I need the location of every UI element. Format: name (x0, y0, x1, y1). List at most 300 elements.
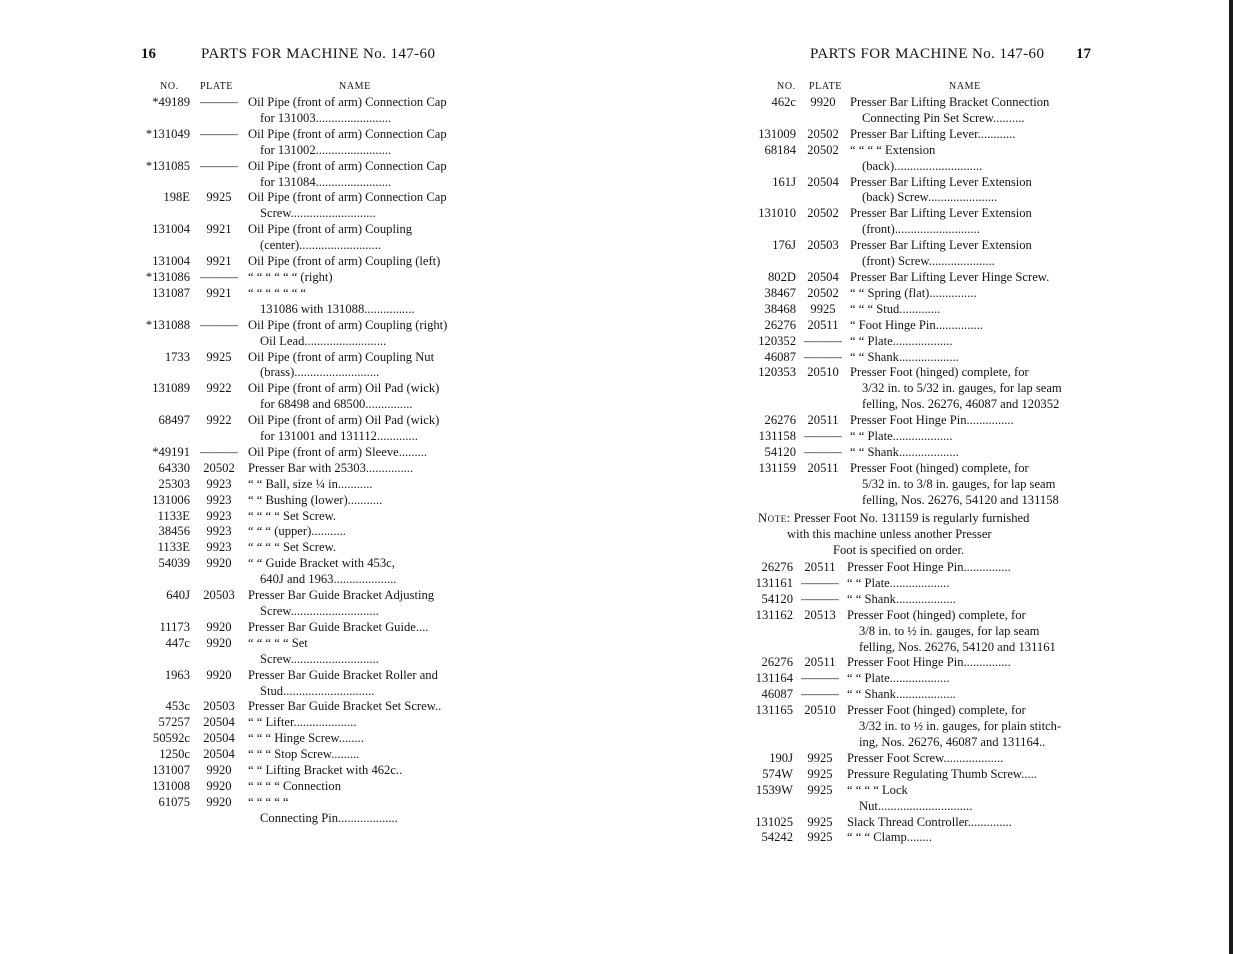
part-name (248, 350, 481, 382)
part-name-line: (back)............................ (862, 158, 983, 173)
part-name-line: “ “ Shank................... (850, 349, 959, 364)
part-number: 802D (768, 269, 796, 284)
part-name-line: Presser Bar Lifting Lever Hinge Screw. (850, 269, 1050, 284)
part-name (850, 350, 1088, 366)
plate-number: 9923 (206, 524, 232, 539)
part-number: 131164 (755, 671, 793, 686)
part-name-line: Slack Thread Controller.............. (847, 814, 1012, 829)
part-name (850, 270, 1088, 286)
part-number: 25303 (158, 476, 190, 491)
plate-number: 9925 (807, 782, 833, 797)
part-row (128, 509, 481, 525)
part-row (747, 318, 1088, 334)
note-label: Note: (758, 511, 791, 525)
part-name (850, 429, 1088, 445)
part-row (128, 620, 481, 636)
part-number: 190J (769, 750, 793, 765)
part-number: 38468 (764, 301, 796, 316)
part-name (847, 830, 1086, 846)
part-name-line: “ “ Plate................... (847, 671, 950, 686)
part-name (847, 608, 1086, 656)
part-name-line: “ “ Plate................... (847, 575, 950, 590)
part-name (850, 365, 1088, 413)
part-row (741, 687, 1086, 703)
part-number: *49191 (152, 444, 190, 459)
plate-number: 20504 (807, 269, 839, 284)
note (758, 511, 1098, 559)
plate-number: 9925 (807, 830, 833, 845)
part-name (248, 159, 481, 191)
part-row (128, 731, 481, 747)
part-row (747, 286, 1088, 302)
plate-number: 20502 (203, 460, 235, 475)
part-name (248, 763, 481, 779)
part-name-line: Connecting Pin................... (260, 810, 398, 825)
plate-number: ——— (804, 333, 842, 348)
plate-number: 9920 (206, 763, 232, 778)
part-name-line: “ “ “ “ “ Set (248, 635, 308, 650)
part-name-line: Presser Bar Guide Bracket Adjusting (248, 588, 435, 603)
part-number: 161J (772, 174, 796, 189)
column-header-name: NAME (949, 81, 981, 92)
part-name-line: Screw............................ (260, 651, 379, 666)
note-line: Presser Foot No. 131159 is regularly furnished (793, 511, 1030, 525)
part-row (128, 588, 481, 620)
part-number: 38456 (158, 524, 190, 539)
part-row (128, 763, 481, 779)
plate-number: ——— (200, 158, 238, 173)
part-name (850, 302, 1088, 318)
page-number: 17 (1076, 46, 1091, 62)
part-name-line: “ “ “ “ Set Screw. (248, 540, 336, 555)
part-name (248, 731, 481, 747)
part-name-line: Presser Bar Lifting Lever Extension (850, 174, 1032, 189)
part-number: 54039 (158, 556, 190, 571)
part-row (128, 715, 481, 731)
part-name-line: for 131003........................ (260, 110, 392, 125)
part-row (747, 461, 1088, 509)
right-page (617, 0, 1235, 954)
left-page (0, 0, 617, 954)
part-name (248, 222, 481, 254)
part-name (248, 795, 481, 827)
part-name (847, 576, 1086, 592)
part-name (248, 477, 481, 493)
part-row (741, 783, 1086, 815)
part-row (128, 222, 481, 254)
part-name-line: “ “ “ Stud............. (850, 301, 941, 316)
part-name (248, 493, 481, 509)
part-row (741, 671, 1086, 687)
part-number: 131004 (152, 222, 190, 237)
plate-number: 20502 (807, 285, 839, 300)
part-number: 26276 (764, 317, 796, 332)
part-name-line: Stud............................. (260, 683, 375, 698)
part-name-line: “ “ “ Stop Screw......... (248, 747, 360, 762)
part-name-line: Presser Bar Lifting Bracket Connection (850, 95, 1050, 109)
part-name-line: Oil Pipe (front of arm) Coupling (left) (248, 254, 441, 269)
part-number: 131161 (755, 575, 793, 590)
plate-number: ——— (804, 444, 842, 459)
part-row (741, 751, 1086, 767)
part-row (128, 477, 481, 493)
part-name (847, 751, 1086, 767)
part-number: 1250c (159, 747, 190, 762)
part-number: 131165 (755, 703, 793, 718)
part-number: *131085 (145, 158, 190, 173)
part-row (128, 413, 481, 445)
plate-number: 20503 (807, 238, 839, 253)
plate-number: 9921 (206, 222, 232, 237)
part-name-line: for 131002........................ (260, 142, 392, 157)
plate-number: 9922 (206, 413, 232, 428)
part-row (128, 636, 481, 668)
part-name (850, 175, 1088, 207)
part-number: 26276 (764, 413, 796, 428)
part-number: 574W (762, 766, 793, 781)
part-row (128, 779, 481, 795)
plate-number: 20511 (807, 413, 839, 428)
part-number: 176J (772, 238, 796, 253)
part-number: 1963 (164, 667, 190, 682)
note-line: with this machine unless another Presser (787, 526, 992, 541)
plate-number: 20511 (804, 655, 836, 670)
part-name-line: Presser Foot (hinged) complete, for (850, 365, 1029, 380)
plate-number: 9925 (206, 190, 232, 205)
plate-number: 9920 (810, 95, 836, 109)
part-name (850, 461, 1088, 509)
plate-number: 9920 (206, 794, 232, 809)
part-number: 1133E (157, 540, 190, 555)
part-row (747, 95, 1088, 127)
part-name-line: Presser Foot Hinge Pin............... (847, 560, 1011, 574)
part-name-line: felling, Nos. 26276, 54120 and 131161 (859, 639, 1056, 654)
part-name (248, 524, 481, 540)
part-number: 26276 (761, 560, 793, 574)
plate-number: ——— (801, 575, 839, 590)
parts-list (128, 95, 481, 827)
part-number: 68184 (764, 142, 796, 157)
part-name (847, 783, 1086, 815)
part-name-line: “ “ Spring (flat)............... (850, 285, 977, 300)
column-header-plate: PLATE (200, 81, 233, 92)
part-name-line: Oil Pipe (front of arm) Oil Pad (wick) (248, 413, 440, 428)
part-row (128, 493, 481, 509)
part-number: 50592c (152, 731, 190, 746)
part-name-line: Oil Pipe (front of arm) Coupling (right) (248, 317, 448, 332)
part-row (747, 445, 1088, 461)
part-row (128, 699, 481, 715)
plate-number: 9925 (807, 750, 833, 765)
part-row (128, 254, 481, 270)
part-name-line: “ “ Shank................... (847, 591, 956, 606)
plate-number: 20503 (203, 699, 235, 714)
part-name-line: for 131084........................ (260, 174, 392, 189)
part-name (248, 254, 481, 270)
part-number: 131006 (152, 492, 190, 507)
part-name (248, 588, 481, 620)
part-name (847, 560, 1086, 576)
part-row (741, 767, 1086, 783)
plate-number: 9925 (206, 349, 232, 364)
part-row (741, 655, 1086, 671)
part-name (248, 381, 481, 413)
part-name (248, 318, 481, 350)
part-name-line: Connecting Pin Set Screw.......... (862, 110, 1025, 125)
part-name-line: Oil Pipe (front of arm) Oil Pad (wick) (248, 381, 440, 396)
plate-number: 20503 (203, 588, 235, 603)
running-head: PARTS FOR MACHINE No. 147-60 (201, 46, 436, 62)
part-row (128, 668, 481, 700)
part-row (741, 830, 1086, 846)
plate-number: 9920 (206, 556, 232, 571)
part-name-line: Presser Foot (hinged) complete, for (847, 703, 1026, 718)
part-row (741, 608, 1086, 656)
plate-number: 9920 (206, 635, 232, 650)
part-name-line: Presser Foot Hinge Pin............... (847, 655, 1011, 670)
plate-number: 20510 (804, 703, 836, 718)
part-number: 131010 (758, 206, 796, 221)
part-row (747, 143, 1088, 175)
plate-number: ——— (801, 687, 839, 702)
part-name-line: “ “ Bushing (lower)........... (248, 492, 383, 507)
running-head: PARTS FOR MACHINE No. 147-60 (810, 46, 1045, 62)
part-number: 11173 (159, 619, 190, 634)
part-name (847, 655, 1086, 671)
part-name (248, 540, 481, 556)
part-name (248, 668, 481, 700)
part-name-line: (brass)........................... (260, 365, 380, 380)
part-name-line: Oil Pipe (front of arm) Connection Cap (248, 190, 447, 205)
part-name-line: Presser Foot Hinge Pin............... (850, 413, 1014, 428)
part-row (128, 286, 481, 318)
part-row (128, 461, 481, 477)
plate-number: 9920 (206, 667, 232, 682)
part-name (850, 143, 1088, 175)
part-name-line: ing, Nos. 26276, 46087 and 131164.. (859, 734, 1046, 749)
part-row (747, 429, 1088, 445)
part-row (747, 302, 1088, 318)
part-number: 131087 (152, 285, 190, 300)
part-row (128, 350, 481, 382)
part-name (850, 238, 1088, 270)
part-name (248, 509, 481, 525)
part-row (128, 747, 481, 763)
part-name-line: “ “ “ “ Extension (850, 142, 936, 157)
part-name (248, 556, 481, 588)
plate-number: 20504 (807, 174, 839, 189)
part-name-line: “ “ “ Hinge Screw........ (248, 731, 364, 746)
plate-number: 9925 (807, 766, 833, 781)
part-row (128, 270, 481, 286)
part-name-line: 3/32 in. to ½ in. gauges, for plain stitch- (859, 719, 1062, 734)
part-name (847, 815, 1086, 831)
part-number: 120352 (758, 333, 796, 348)
part-number: 57257 (158, 715, 190, 730)
part-row (128, 127, 481, 159)
column-header-no: NO. (777, 81, 796, 92)
part-name-line: Presser Bar Lifting Lever............ (850, 126, 1016, 141)
part-row (128, 524, 481, 540)
part-name-line: Presser Bar Guide Bracket Roller and (248, 667, 438, 682)
column-header-name: NAME (339, 81, 371, 92)
note-line: Foot is specified on order. (833, 542, 965, 557)
part-number: 38467 (764, 285, 796, 300)
plate-number: 20513 (804, 607, 836, 622)
part-number: *131088 (145, 317, 190, 332)
part-name-line: 131086 with 131088................ (260, 301, 415, 316)
plate-number: ——— (804, 349, 842, 364)
part-number: 46087 (761, 687, 793, 702)
part-name (248, 636, 481, 668)
plate-number: 20510 (807, 365, 839, 380)
part-number: 1733 (164, 349, 190, 364)
part-name (847, 671, 1086, 687)
part-name-line: Pressure Regulating Thumb Screw..... (847, 766, 1037, 781)
part-row (128, 190, 481, 222)
part-number: 131162 (755, 607, 793, 622)
part-name-line: Oil Pipe (front of arm) Coupling (248, 222, 413, 237)
part-name-line: “ “ “ “ “ (248, 794, 289, 809)
part-name-line: “ “ Ball, size ¼ in........... (248, 476, 373, 491)
part-name-line: Oil Lead.......................... (260, 333, 387, 348)
part-name-line: “ “ Guide Bracket with 453c, (248, 556, 395, 571)
part-row (747, 270, 1088, 286)
part-row (128, 445, 481, 461)
part-row (128, 318, 481, 350)
plate-number: ——— (801, 671, 839, 686)
plate-number: 9925 (807, 814, 833, 829)
part-name-line: felling, Nos. 26276, 54120 and 131158 (862, 492, 1059, 507)
part-name-line: “ “ Shank................... (847, 687, 956, 702)
part-number: 1133E (157, 508, 190, 523)
part-name (850, 206, 1088, 238)
part-row (128, 95, 481, 127)
part-name (248, 190, 481, 222)
part-row (128, 556, 481, 588)
part-name-line: Oil Pipe (front of arm) Connection Cap (248, 95, 447, 109)
part-row (747, 365, 1088, 413)
part-name-line: “ “ Shank................... (850, 444, 959, 459)
part-number: 198E (163, 190, 190, 205)
part-number: 131158 (758, 429, 796, 444)
part-row (747, 127, 1088, 143)
part-number: 120353 (758, 365, 796, 380)
part-number: 462c (771, 95, 796, 109)
part-name-line: “ “ “ “ “ “ (right) (248, 269, 333, 284)
plate-number: 9925 (810, 301, 836, 316)
part-name-line: “ Foot Hinge Pin............... (850, 317, 983, 332)
part-number: 131008 (152, 778, 190, 793)
part-name-line: “ “ Plate................... (850, 333, 953, 348)
part-name (248, 445, 481, 461)
part-name-line: 3/32 in. to 5/32 in. gauges, for lap seam (862, 381, 1062, 396)
part-number: *131049 (145, 126, 190, 141)
plate-number: ——— (200, 126, 238, 141)
part-number: 131159 (758, 460, 796, 475)
part-row (741, 703, 1086, 751)
part-name-line: Oil Pipe (front of arm) Connection Cap (248, 126, 447, 141)
part-name (248, 747, 481, 763)
part-name-line: (front)........................... (862, 222, 980, 237)
part-number: 26276 (761, 655, 793, 670)
part-name (850, 334, 1088, 350)
part-name-line: for 68498 and 68500............... (260, 397, 413, 412)
part-name (248, 413, 481, 445)
parts-list (741, 560, 1086, 846)
plate-number: ——— (200, 317, 238, 332)
part-name (248, 699, 481, 715)
part-name (850, 318, 1088, 334)
part-name-line: 640J and 1963.................... (260, 572, 397, 587)
plate-number: 9923 (206, 492, 232, 507)
part-name-line: “ “ “ “ “ “ “ (248, 285, 307, 300)
plate-number: ——— (801, 591, 839, 606)
part-name (248, 286, 481, 318)
part-name-line: for 131001 and 131112............. (260, 429, 418, 444)
column-header-no: NO. (160, 81, 179, 92)
column-header-plate: PLATE (809, 81, 842, 92)
part-name (850, 413, 1088, 429)
plate-number: 9920 (206, 778, 232, 793)
part-name-line: Nut.............................. (859, 798, 973, 813)
part-name (248, 270, 481, 286)
part-number: 131004 (152, 254, 190, 269)
part-name (850, 127, 1088, 143)
part-name (248, 620, 481, 636)
part-name-line: Presser Foot (hinged) complete, for (847, 607, 1026, 622)
part-name-line: “ “ “ “ Lock (847, 782, 908, 797)
plate-number: 20502 (807, 206, 839, 221)
part-name (248, 95, 481, 127)
part-name-line: “ “ “ Clamp........ (847, 830, 932, 845)
plate-number: ——— (200, 269, 238, 284)
part-name (248, 127, 481, 159)
part-name-line: “ “ Plate................... (850, 429, 953, 444)
part-number: 131025 (755, 814, 793, 829)
part-name (847, 592, 1086, 608)
plate-number: 9921 (206, 285, 232, 300)
plate-number: 20511 (807, 317, 839, 332)
part-name-line: Presser Bar with 25303............... (248, 460, 414, 475)
plate-number: 20504 (203, 731, 235, 746)
part-name-line: 3/8 in. to ½ in. gauges, for lap seam (859, 623, 1040, 638)
plate-number: 9923 (206, 508, 232, 523)
part-name-line: Presser Bar Lifting Lever Extension (850, 238, 1032, 253)
plate-number: ——— (804, 429, 842, 444)
part-row (747, 238, 1088, 270)
part-name-line: “ “ Lifter.................... (248, 715, 357, 730)
part-name (847, 703, 1086, 751)
part-number: 131007 (152, 763, 190, 778)
part-number: 54242 (761, 830, 793, 845)
plate-number: 9923 (206, 540, 232, 555)
part-name (248, 779, 481, 795)
part-row (741, 592, 1086, 608)
part-name-line: Presser Bar Guide Bracket Set Screw.. (248, 699, 442, 714)
part-name-line: Oil Pipe (front of arm) Connection Cap (248, 158, 447, 173)
part-name (248, 461, 481, 477)
part-number: 54120 (761, 591, 793, 606)
part-row (128, 795, 481, 827)
part-name-line: “ “ “ (upper)........... (248, 524, 346, 539)
part-row (741, 815, 1086, 831)
part-name (850, 445, 1088, 461)
part-name-line: felling, Nos. 26276, 46087 and 120352 (862, 397, 1060, 412)
plate-number: ——— (200, 95, 238, 109)
plate-number: ——— (200, 444, 238, 459)
part-number: 1539W (755, 782, 793, 797)
